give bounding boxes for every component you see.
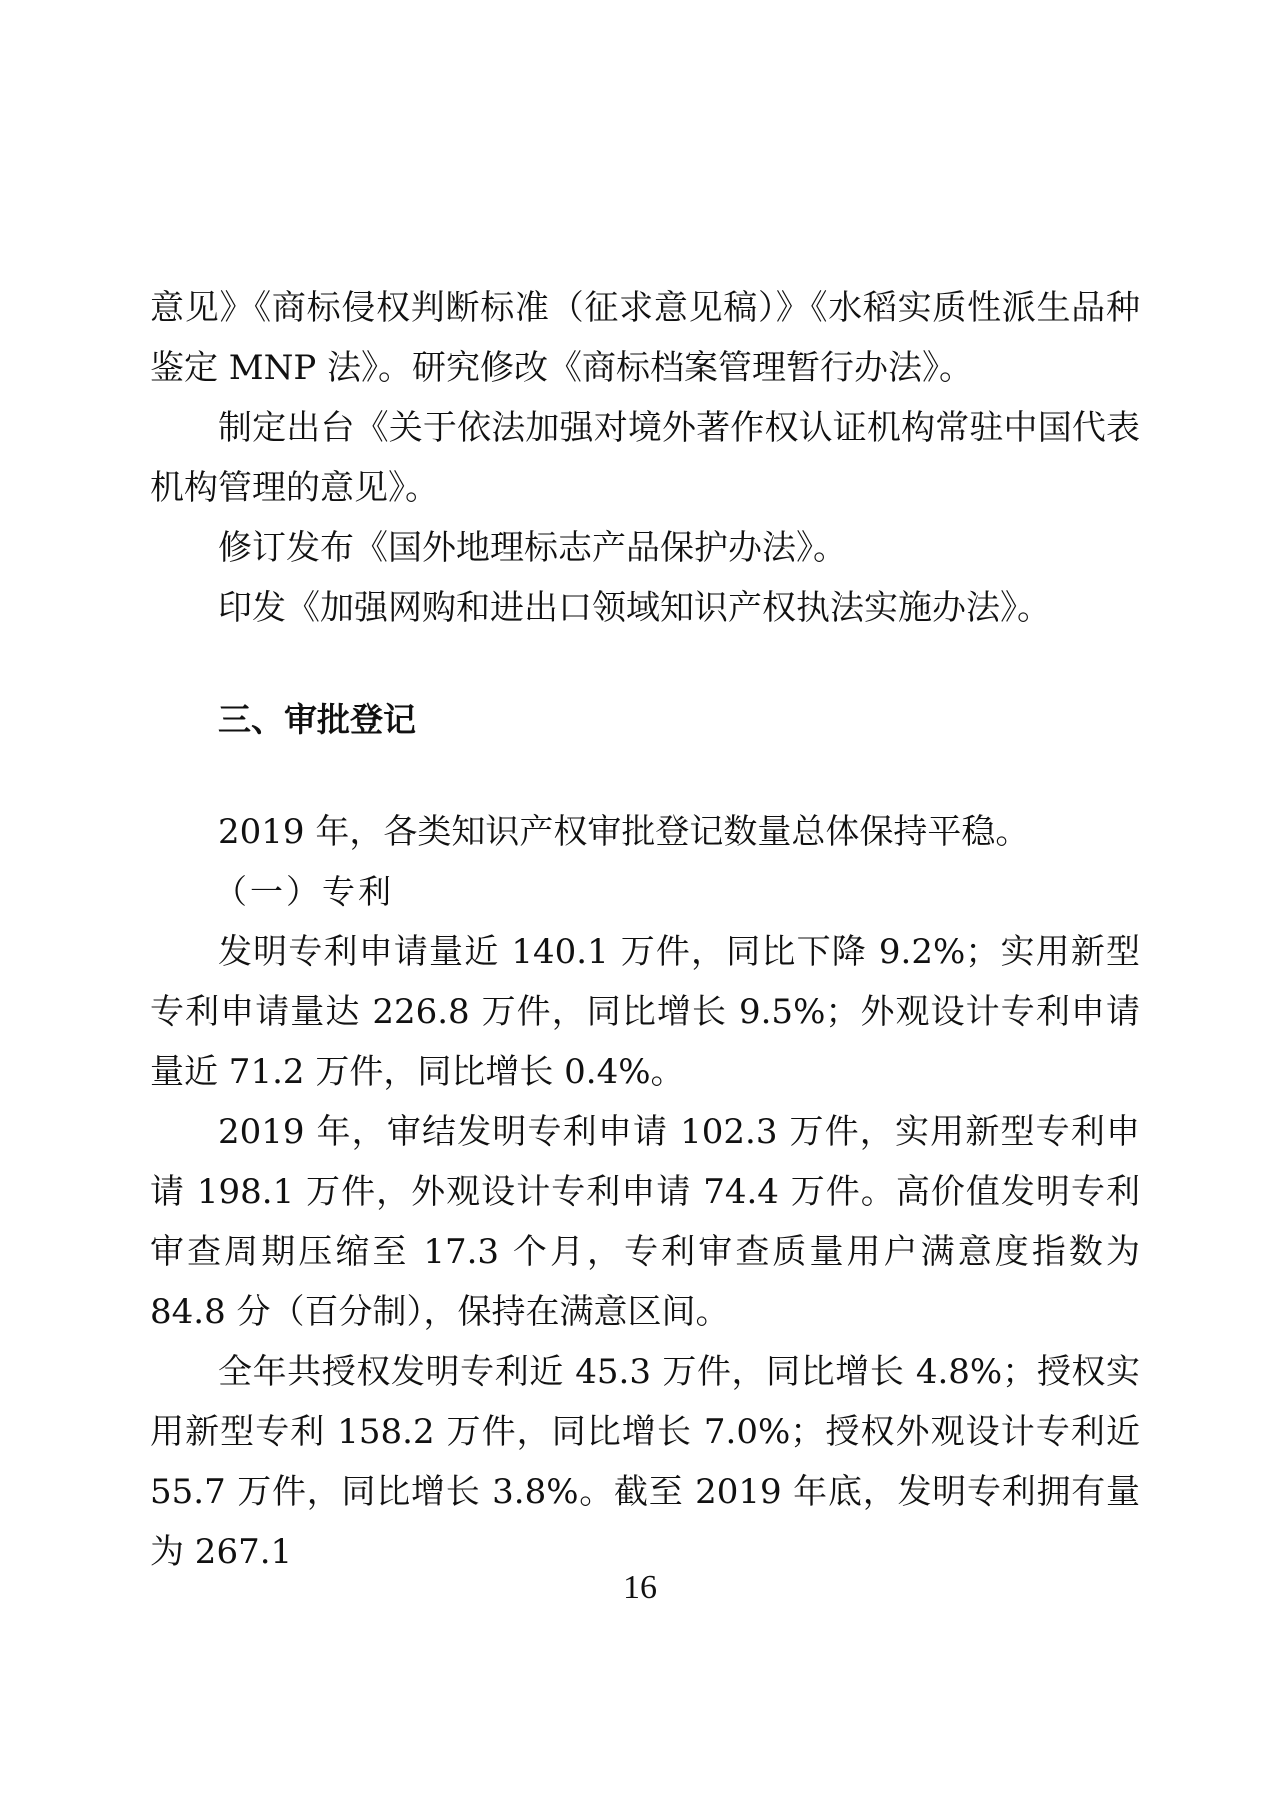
paragraph-copyright-agencies: 制定出台《关于依法加强对境外著作权认证机构常驻中国代表机构管理的意见》。 (150, 408, 1140, 508)
subheading-patents: （一）专利 (214, 872, 394, 911)
document-body (150, 278, 1140, 1582)
paragraph-patent-grants: 全年共授权发明专利近 45.3 万件，同比增长 4.8%；授权实用新型专利 158.2 万件，同比增长 7.0%；授权外观设计专利近 55.7 万件，同比增长 3.8%。截至 2019 年底，发明专利拥有量为 267.1 (150, 1352, 1140, 1572)
paragraph-geographical-indications: 修订发布《国外地理标志产品保护办法》。 (218, 528, 847, 568)
paragraph-enforcement-measures: 印发《加强网购和进出口领域知识产权执法实施办法》。 (218, 588, 1051, 628)
paragraph-patent-examinations: 2019 年，审结发明专利申请 102.3 万件，实用新型专利申请 198.1 万件，外观设计专利申请 74.4 万件。高价值发明专利审查周期压缩至 17.3 个月，专利审查质量用户满意度指数为 84.8 分（百分制），保持在满意区间。 (150, 1112, 1140, 1332)
paragraph-patent-applications: 发明专利申请量近 140.1 万件，同比下降 9.2%；实用新型专利申请量达 226.8 万件，同比增长 9.5%；外观设计专利申请量近 71.2 万件，同比增长 0.4%。 (150, 932, 1140, 1092)
paragraph-continued-regulations: 意见》《商标侵权判断标准（征求意见稿）》《水稻实质性派生品种鉴定 MNP 法》。研究修改《商标档案管理暂行办法》。 (150, 288, 1140, 388)
section-heading: 三、审批登记 (218, 700, 416, 739)
page-number: 16 (623, 1569, 657, 1606)
section-intro: 2019 年，各类知识产权审批登记数量总体保持平稳。 (218, 812, 1030, 852)
